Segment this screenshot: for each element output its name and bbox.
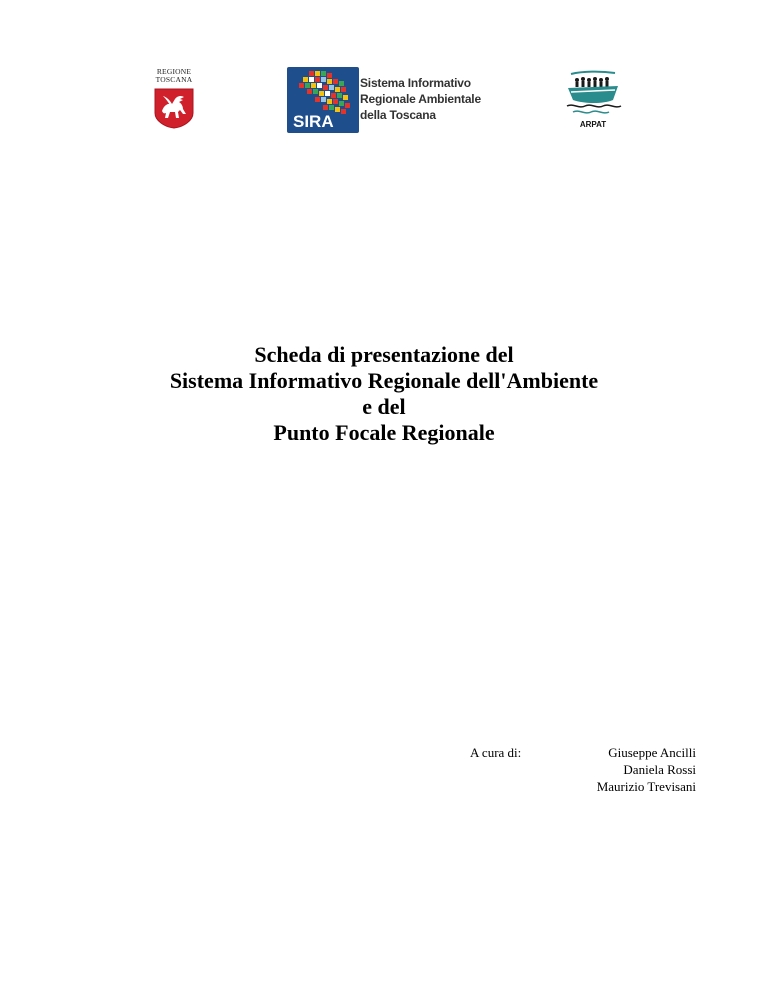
tuscany-mosaic-icon bbox=[287, 67, 359, 133]
title-line-4: Punto Focale Regionale bbox=[273, 420, 495, 445]
document-title bbox=[0, 342, 768, 446]
author-name: Maurizio Trevisani bbox=[596, 779, 696, 794]
arpat-boat-icon bbox=[563, 70, 623, 118]
title-line-1: Scheda di presentazione del bbox=[254, 342, 514, 367]
author-name: Giuseppe Ancilli bbox=[608, 745, 696, 760]
sira-badge-text: SIRA bbox=[293, 112, 334, 131]
arpat-logo-label: ARPAT bbox=[579, 120, 607, 129]
arpat-logo bbox=[563, 70, 623, 132]
sira-logo bbox=[287, 67, 497, 133]
regione-toscana-logo bbox=[150, 68, 198, 130]
authors-label: A cura di: bbox=[470, 745, 522, 760]
sira-logo-text bbox=[360, 75, 481, 123]
sira-logo-line1: Sistema Informativo bbox=[360, 76, 471, 90]
title-line-3: e del bbox=[362, 394, 406, 419]
regione-logo-text-line2: TOSCANA bbox=[155, 75, 193, 84]
regione-logo-text-line1: REGIONE bbox=[156, 67, 192, 76]
authors-list bbox=[597, 744, 696, 795]
author-name: Daniela Rossi bbox=[623, 762, 696, 777]
sira-logo-line3: della Toscana bbox=[360, 108, 436, 122]
pegasus-shield-icon bbox=[153, 87, 195, 129]
sira-logo-line2: Regionale Ambientale bbox=[360, 92, 481, 106]
title-line-2: Sistema Informativo Regionale dell'Ambiente bbox=[169, 368, 599, 393]
